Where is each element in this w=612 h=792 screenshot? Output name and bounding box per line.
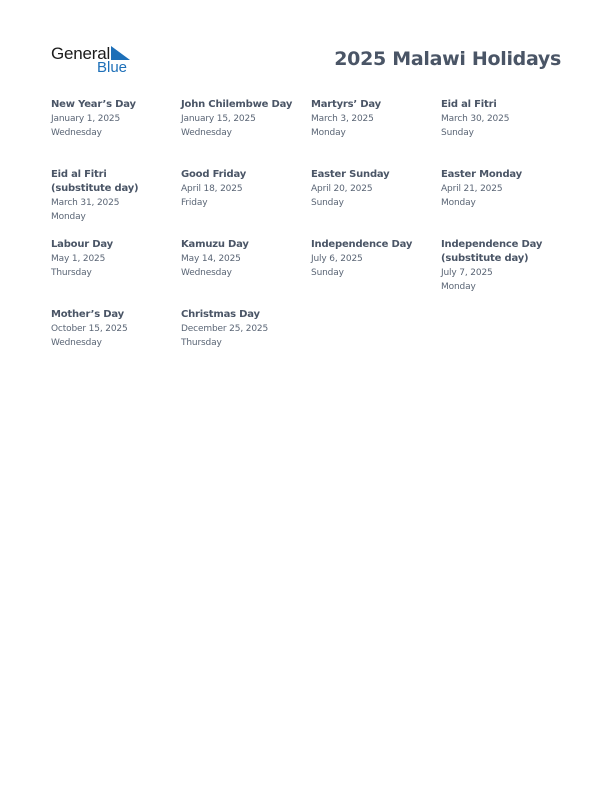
holiday-date: April 21, 2025	[441, 184, 503, 194]
holiday-date: January 1, 2025	[51, 114, 121, 124]
holiday-item	[51, 168, 169, 224]
holiday-name: Labour Day	[51, 239, 113, 250]
holiday-date: July 6, 2025	[311, 254, 363, 264]
holiday-item	[51, 238, 169, 280]
holiday-name: New Year’s Day	[51, 99, 136, 110]
holiday-weekday: Friday	[181, 198, 208, 208]
holiday-weekday: Monday	[441, 282, 476, 292]
holiday-date: March 31, 2025	[51, 198, 120, 208]
holiday-item	[311, 238, 429, 280]
holiday-item	[51, 308, 169, 350]
holiday-name: Kamuzu Day	[181, 239, 249, 250]
holiday-item	[51, 98, 169, 140]
holiday-item	[181, 238, 299, 280]
holiday-item	[441, 168, 559, 210]
holiday-date: July 7, 2025	[441, 268, 493, 278]
holiday-weekday: Thursday	[181, 338, 222, 348]
holiday-weekday: Thursday	[51, 268, 92, 278]
generalblue-logo	[51, 44, 141, 78]
holiday-item	[441, 98, 559, 140]
holiday-weekday: Wednesday	[51, 338, 102, 348]
holiday-date: May 14, 2025	[181, 254, 241, 264]
holiday-item	[311, 168, 429, 210]
logo-text-general: General	[51, 44, 111, 63]
holiday-weekday: Sunday	[311, 268, 344, 278]
holiday-date: December 25, 2025	[181, 324, 269, 334]
holiday-weekday: Monday	[311, 128, 346, 138]
holiday-date: January 15, 2025	[181, 114, 256, 124]
holiday-name: John Chilembwe Day	[181, 99, 293, 110]
page-title: 2025 Malawi Holidays	[334, 48, 561, 70]
holiday-weekday: Monday	[51, 212, 86, 222]
logo-text-blue: Blue	[97, 59, 128, 76]
holiday-item	[311, 98, 429, 140]
holiday-date: April 18, 2025	[181, 184, 243, 194]
holiday-weekday: Wednesday	[51, 128, 102, 138]
holiday-name: Martyrs’ Day	[311, 99, 381, 110]
holiday-name: Eid al Fitri	[441, 99, 497, 110]
holiday-name: Christmas Day	[181, 309, 260, 320]
holiday-weekday: Wednesday	[181, 268, 232, 278]
holiday-date: March 30, 2025	[441, 114, 510, 124]
holiday-date: May 1, 2025	[51, 254, 106, 264]
holiday-weekday: Sunday	[311, 198, 344, 208]
holiday-name: Mother’s Day	[51, 309, 124, 320]
holiday-name: Good Friday	[181, 169, 247, 180]
holiday-name: Easter Monday	[441, 169, 522, 180]
holiday-item	[441, 238, 559, 294]
holiday-item	[181, 308, 299, 350]
holiday-name: Eid al Fitri (substitute day)	[51, 169, 139, 194]
holiday-date: March 3, 2025	[311, 114, 374, 124]
holiday-date: October 15, 2025	[51, 324, 128, 334]
holiday-weekday: Sunday	[441, 128, 474, 138]
holiday-item	[181, 98, 299, 140]
holiday-date: April 20, 2025	[311, 184, 373, 194]
holiday-item	[181, 168, 299, 210]
holiday-name: Independence Day (substitute day)	[441, 239, 543, 264]
holiday-name: Easter Sunday	[311, 169, 390, 180]
holiday-weekday: Wednesday	[181, 128, 232, 138]
holiday-weekday: Monday	[441, 198, 476, 208]
logo-triangle-icon	[111, 46, 130, 60]
holiday-name: Independence Day	[311, 239, 413, 250]
